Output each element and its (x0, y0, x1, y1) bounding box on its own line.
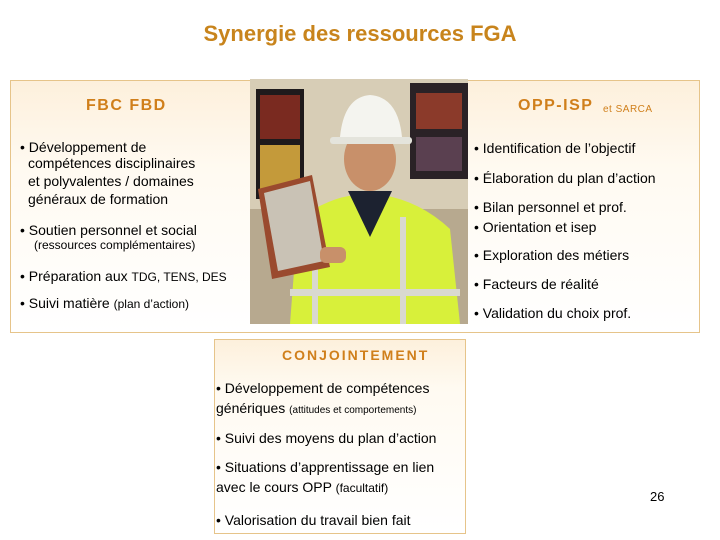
fbc-item-development-line2: compétences disciplinaires (28, 155, 196, 171)
opp-item-assessment: • Bilan personnel et prof. (474, 199, 627, 215)
jointly-item-follow-up: • Suivi des moyens du plan d’action (216, 430, 437, 446)
fbc-item-follow-up: • Suivi matière (plan d’action) (20, 295, 189, 311)
opp-item-action-plan: • Élaboration du plan d’action (474, 170, 656, 186)
fbc-heading: FBC FBD (86, 97, 167, 114)
opp-item-exploration: • Exploration des métiers (474, 247, 630, 263)
fbc-item-development-line4: généraux de formation (28, 191, 169, 207)
jointly-item-situations: • Situations d’apprentissage en lien (216, 459, 435, 475)
jointly-item-skills: • Développement de compétences (216, 380, 430, 396)
fbc-item-support-sub: (ressources complémentaires) (34, 238, 196, 252)
opp-item-reality: • Facteurs de réalité (474, 276, 599, 292)
slide-title: Synergie des ressources FGA (203, 21, 517, 46)
opp-heading-suffix: et SARCA (603, 104, 653, 115)
fbc-item-preparation: • Préparation aux TDG, TENS, DES (20, 268, 227, 284)
jointly-item-situations-line2: avec le cours OPP (facultatif) (216, 479, 389, 495)
opp-item-validation: • Validation du choix prof. (474, 305, 632, 321)
opp-heading: OPP-ISP (518, 97, 594, 114)
opp-item-objective: • Identification de l’objectif (474, 140, 636, 156)
jointly-item-valorisation: • Valorisation du travail bien fait (216, 512, 411, 528)
fbc-item-development-line3: et polyvalentes / domaines (28, 173, 194, 189)
opp-item-orientation: • Orientation et isep (474, 219, 597, 235)
jointly-heading: CONJOINTEMENT (282, 347, 430, 363)
jointly-item-skills-line2: génériques (attitudes et comportements) (216, 400, 417, 416)
page-number: 26 (650, 489, 665, 504)
worker-photo (250, 79, 468, 324)
fbc-item-development: • Développement de (20, 139, 147, 155)
fbc-item-support: • Soutien personnel et social (20, 222, 197, 238)
